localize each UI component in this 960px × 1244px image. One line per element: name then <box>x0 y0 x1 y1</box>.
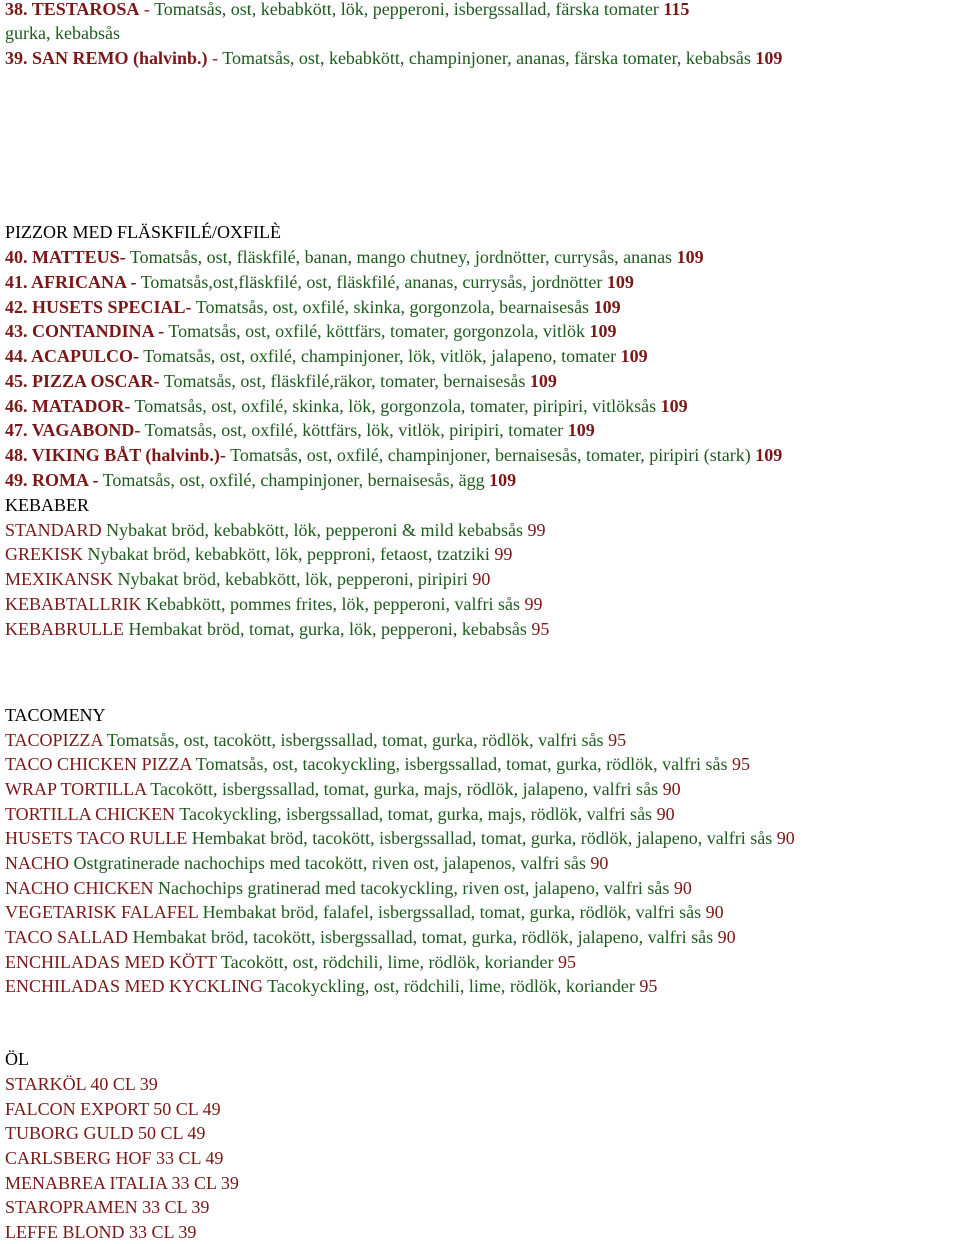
menu-item <box>5 295 621 319</box>
item-description: Tomatsås, ost, oxfilé, skinka, gorgonzola, bearnaisesås <box>191 297 594 317</box>
menu-item <box>5 418 595 442</box>
item-price: 95 <box>732 754 751 774</box>
item-price: 95 <box>558 952 577 972</box>
item-name: HUSETS SPECIAL- <box>32 297 192 317</box>
menu-item <box>5 728 626 752</box>
menu-item <box>5 617 549 641</box>
menu-item <box>5 567 490 591</box>
item-price: 90 <box>776 828 795 848</box>
beer-item: STARKÖL 40 CL 39 <box>5 1074 158 1094</box>
item-name: VEGETARISK FALAFEL <box>5 902 199 922</box>
item-price: 109 <box>567 420 595 440</box>
item-name: PIZZA OSCAR- <box>32 371 160 391</box>
menu-item <box>5 851 608 875</box>
item-description: Tomatsås, ost, oxfilé, champinjoner, lök, vitlök, jalapeno, tomater <box>139 346 621 366</box>
item-name: AFRICANA - <box>31 272 137 292</box>
item-price: 109 <box>529 371 557 391</box>
item-name: MATADOR- <box>32 396 131 416</box>
item-name: WRAP TORTILLA <box>5 779 147 799</box>
item-name: MATTEUS- <box>32 247 126 267</box>
item-description: Nachochips gratinerad med tacokyckling, riven ost, jalapeno, valfri sås <box>153 878 674 898</box>
item-name: MEXIKANSK <box>5 569 113 589</box>
item-description: Tomatsås, ost, tacokyckling, isbergssallad, tomat, gurka, rödlök, valfri sås <box>191 754 733 774</box>
item-name: TORTILLA CHICKEN <box>5 804 176 824</box>
item-number: 41. <box>5 272 32 292</box>
item-description: Tomatsås, ost, kebabkött, lök, pepperoni, isbergssallad, färska tomater <box>154 0 664 19</box>
item-price: 95 <box>531 619 550 639</box>
item-separator: - <box>207 48 223 68</box>
menu-item <box>5 876 692 900</box>
item-price: 90 <box>673 878 692 898</box>
menu-item <box>5 826 795 850</box>
item-description: Tomatsås, ost, oxfilé, skinka, lök, gorgonzola, tomater, piripiri, vitlöksås <box>130 396 661 416</box>
item-name: SAN REMO (halvinb.) <box>32 48 208 68</box>
item-name: CONTANDINA - <box>32 321 165 341</box>
item-description: Tacokyckling, ost, rödchili, lime, rödlök, koriander <box>263 976 640 996</box>
menu-item <box>5 592 542 616</box>
item-description: Nybakat bröd, kebabkött, lök, pepproni, fetaost, tzatziki <box>83 544 495 564</box>
item-description: Tacokött, ost, rödchili, lime, rödlök, koriander <box>216 952 559 972</box>
item-description: Tomatsås, ost, tacokött, isbergssallad, tomat, gurka, rödlök, valfri sås <box>102 730 609 750</box>
item-price: 90 <box>590 853 609 873</box>
item-number: 42. <box>5 297 32 317</box>
item-price: 115 <box>663 0 690 19</box>
item-number: 40. <box>5 247 32 267</box>
item-description: Tomatsås, ost, kebabkött, champinjoner, ananas, färska tomater, kebabsås <box>222 48 756 68</box>
item-price: 109 <box>755 48 783 68</box>
item-name: ROMA - <box>32 470 99 490</box>
item-name: GREKISK <box>5 544 84 564</box>
menu-item <box>5 394 688 418</box>
section-header-ol: ÖL <box>5 1049 29 1069</box>
item-price: 109 <box>593 297 621 317</box>
menu-item <box>5 369 557 393</box>
menu-item <box>5 468 516 492</box>
section-header-tacomeny: TACOMENY <box>5 705 106 725</box>
item-description: Tomatsås, ost, oxfilé, köttfärs, lök, vitlök, piripiri, tomater <box>140 420 568 440</box>
item-description: Ostgratinerade nachochips med tacokött, riven ost, jalapenos, valfri sås <box>69 853 591 873</box>
item-description: Nybakat bröd, kebabkött, lök, pepperoni, piripiri <box>113 569 473 589</box>
beer-item: STAROPRAMEN 33 CL 39 <box>5 1197 210 1217</box>
item-price: 109 <box>755 445 783 465</box>
item-number: 38. <box>5 0 32 19</box>
item-number: 44. <box>5 346 32 366</box>
item-price: 90 <box>717 927 736 947</box>
item-price: 90 <box>662 779 681 799</box>
item-name: TESTAROSA <box>31 0 140 19</box>
item-price: 99 <box>494 544 513 564</box>
menu-item <box>5 542 512 566</box>
item-number: 49. <box>5 470 32 490</box>
item-name: NACHO <box>5 853 70 873</box>
menu-item <box>5 752 750 776</box>
item-description: Tomatsås, ost, oxfilé, köttfärs, tomater, gorgonzola, vitlök <box>164 321 590 341</box>
item-price: 90 <box>656 804 675 824</box>
item-name: HUSETS TACO RULLE <box>5 828 188 848</box>
item-description: Hembakat bröd, tacokött, isbergssallad, tomat, gurka, rödlök, jalapeno, valfri sås <box>187 828 777 848</box>
item-description: Hembakat bröd, tomat, gurka, lök, pepperoni, kebabsås <box>124 619 532 639</box>
menu-item <box>5 443 782 467</box>
item-number: 45. <box>5 371 32 391</box>
item-description: Tacokyckling, isbergssallad, tomat, gurka, majs, rödlök, valfri sås <box>175 804 657 824</box>
item-number: 39. <box>5 48 32 68</box>
item-number: 48. <box>5 445 32 465</box>
beer-item: MENABREA ITALIA 33 CL 39 <box>5 1173 239 1193</box>
item-price: 95 <box>608 730 627 750</box>
menu-item <box>5 319 616 343</box>
item-description: gurka, kebabsås <box>5 23 120 43</box>
item-number: 46. <box>5 396 32 416</box>
item-name: TACO CHICKEN PIZZA <box>5 754 192 774</box>
item-description: Tomatsås, ost, oxfilé, champinjoner, bernaisesås, ägg <box>98 470 490 490</box>
menu-item <box>5 270 634 294</box>
item-name: NACHO CHICKEN <box>5 878 154 898</box>
item-name: STANDARD <box>5 520 102 540</box>
menu-item <box>5 925 736 949</box>
item-price: 109 <box>660 396 688 416</box>
item-price: 90 <box>705 902 724 922</box>
menu-item <box>5 245 704 269</box>
item-name: VAGABOND- <box>31 420 141 440</box>
item-price: 99 <box>527 520 546 540</box>
item-name: ENCHILADAS MED KYCKLING <box>5 976 263 996</box>
item-number: 47. <box>5 420 32 440</box>
item-separator: - <box>139 0 155 19</box>
item-description: Kebabkött, pommes frites, lök, pepperoni, valfri sås <box>141 594 525 614</box>
item-name: TACOPIZZA <box>5 730 103 750</box>
section-header-pizzor: PIZZOR MED FLÄSKFILÉ/OXFILÈ <box>5 222 282 242</box>
item-price: 99 <box>524 594 543 614</box>
menu-item-38 <box>5 0 689 21</box>
item-name: ENCHILADAS MED KÖTT <box>5 952 217 972</box>
item-description: Hembakat bröd, tacokött, isbergssallad, tomat, gurka, rödlök, jalapeno, valfri sås <box>128 927 718 947</box>
item-price: 109 <box>606 272 634 292</box>
item-number: 43. <box>5 321 32 341</box>
menu-item <box>5 802 675 826</box>
item-price: 109 <box>620 346 648 366</box>
item-price: 90 <box>472 569 491 589</box>
beer-item: TUBORG GULD 50 CL 49 <box>5 1123 206 1143</box>
item-price: 109 <box>489 470 517 490</box>
item-price: 109 <box>676 247 704 267</box>
item-description: Hembakat bröd, falafel, isbergssallad, tomat, gurka, rödlök, valfri sås <box>198 902 706 922</box>
item-description: Tomatsås, ost, oxfilé, champinjoner, bernaisesås, tomater, piripiri (stark) <box>225 445 756 465</box>
item-price: 109 <box>589 321 617 341</box>
item-name: TACO SALLAD <box>5 927 129 947</box>
item-name: KEBABTALLRIK <box>5 594 142 614</box>
menu-item <box>5 344 648 368</box>
beer-item: CARLSBERG HOF 33 CL 49 <box>5 1148 224 1168</box>
item-description: Tomatsås, ost, fläskfilé, banan, mango chutney, jordnötter, currysås, ananas <box>125 247 677 267</box>
beer-item: LEFFE BLOND 33 CL 39 <box>5 1222 197 1242</box>
menu-item <box>5 974 657 998</box>
item-name: KEBABRULLE <box>5 619 124 639</box>
item-description: Nybakat bröd, kebabkött, lök, pepperoni & mild kebabsås <box>101 520 528 540</box>
item-name: ACAPULCO- <box>31 346 140 366</box>
menu-item-39 <box>5 46 782 70</box>
menu-item-38-continued <box>5 21 120 45</box>
item-description: Tacokött, isbergssallad, tomat, gurka, majs, rödlök, jalapeno, valfri sås <box>146 779 663 799</box>
item-description: Tomatsås,ost,fläskfilé, ost, fläskfilé, ananas, currysås, jordnötter <box>136 272 607 292</box>
menu-item <box>5 950 576 974</box>
menu-item <box>5 518 546 542</box>
item-description: Tomatsås, ost, fläskfilé,räkor, tomater, bernaisesås <box>159 371 530 391</box>
item-name: VIKING BÅT (halvinb.)- <box>31 445 226 465</box>
menu-item <box>5 900 724 924</box>
menu-item <box>5 777 681 801</box>
item-price: 95 <box>639 976 658 996</box>
section-header-kebaber: KEBABER <box>5 495 90 515</box>
beer-item: FALCON EXPORT 50 CL 49 <box>5 1099 221 1119</box>
